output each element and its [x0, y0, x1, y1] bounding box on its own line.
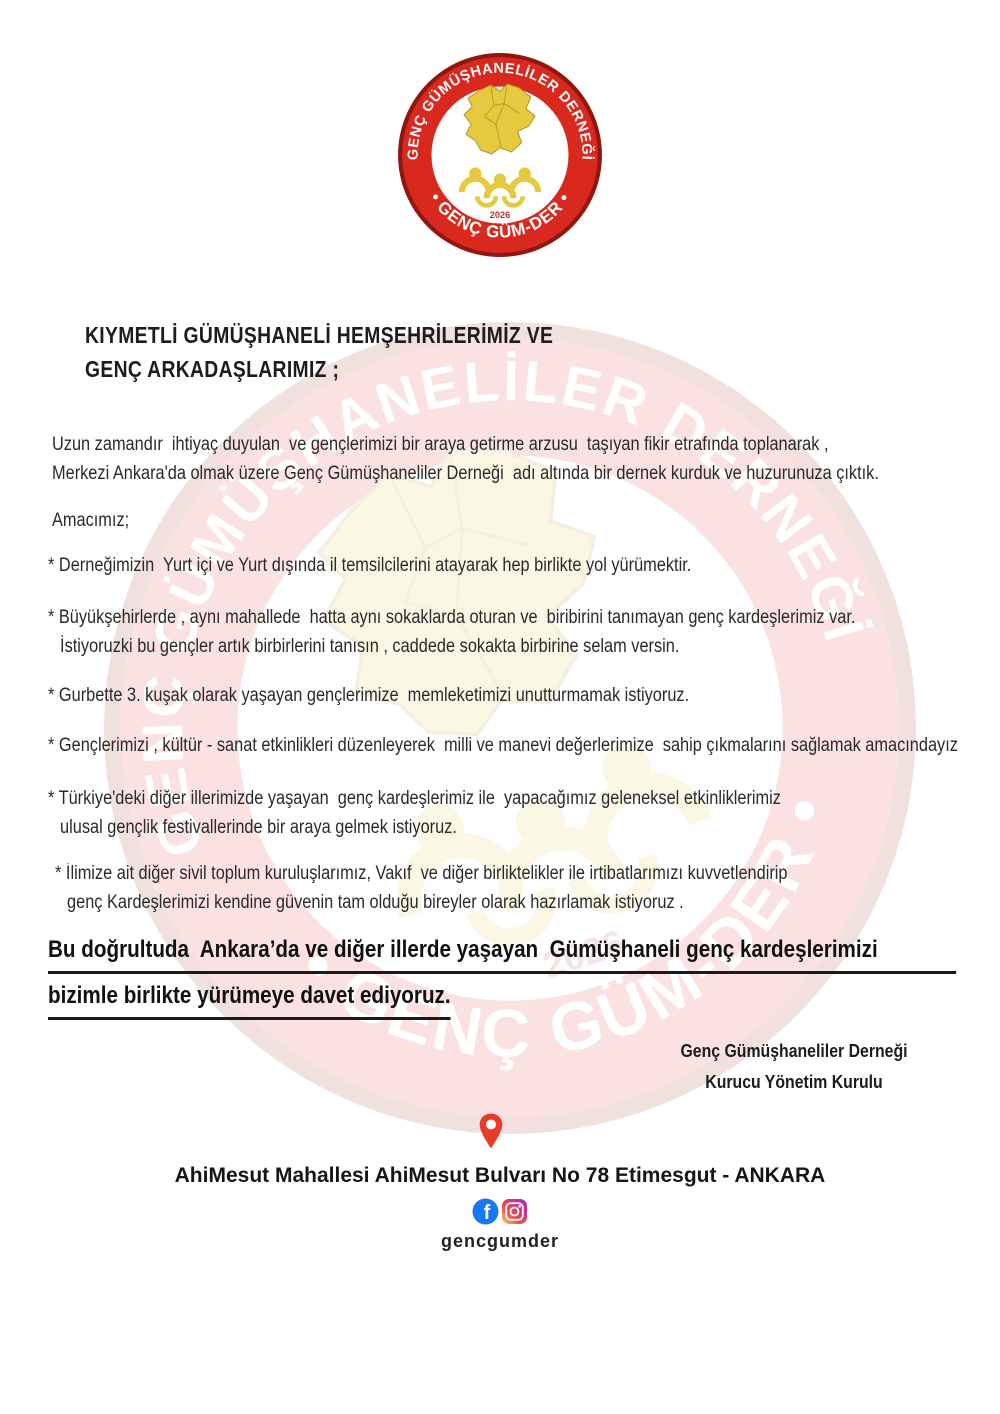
heading-line-1: KIYMETLİ GÜMÜŞHANELİ HEMŞEHRİLERİMİZ VE: [85, 322, 554, 348]
bullet-line: * Büyükşehirlerde , aynı mahallede hatta aynı sokaklarda oturan ve biribirini tanımayan genç kardeşlerimiz var.: [48, 607, 856, 628]
bullet-line: ulusal gençlik festivallerinde bir araya gelmek istiyoruz.: [60, 817, 457, 838]
bullet-item: [55, 859, 984, 917]
location-pin-icon: [478, 1112, 504, 1150]
signature-board: Kurucu Yönetim Kurulu: [705, 1072, 883, 1092]
svg-text:f: f: [483, 1202, 491, 1224]
instagram-icon: [501, 1198, 528, 1225]
social-handle: gencgumder: [440, 1231, 560, 1251]
bullet-item: [48, 681, 977, 710]
address-line: AhiMesut Mahallesi AhiMesut Bulvarı No 78 Etimesgut - ANKARA: [174, 1164, 826, 1187]
bullet-item: [48, 551, 977, 580]
closing-line-1: Bu doğrultuda Ankara’da ve diğer illerde yaşayan Gümüşhaneli genç kardeşlerimizi: [48, 931, 956, 974]
social-icons: [0, 1198, 1000, 1225]
bullet-line: * Derneğimizin Yurt içi ve Yurt dışında il temsilcilerini atayarak hep birlikte yol yürümektir.: [48, 555, 692, 576]
purpose-label: Amacımız;: [52, 510, 130, 531]
letter-heading: [85, 318, 553, 386]
intro-line-2: Merkezi Ankara'da olmak üzere Genç Gümüşhaneliler Derneği adı altında bir dernek kurduk ve huzurunuza çıktık.: [52, 463, 879, 484]
bullet-line: genç Kardeşlerimizi kendine güvenin tam olduğu bireyler olarak hazırlamak istiyoruz .: [67, 892, 684, 913]
intro-paragraph: [52, 430, 981, 488]
association-logo: [397, 52, 603, 258]
heading-line-2: GENÇ ARKADAŞLARIMIZ ;: [85, 356, 340, 382]
closing-line-2: bizimle birlikte yürümeye davet ediyoruz.: [48, 977, 451, 1020]
bullet-item: [48, 784, 977, 842]
facebook-icon: [472, 1198, 499, 1225]
bullet-line: * Türkiye'deki diğer illerimizde yaşayan genç kardeşlerimiz ile yapacağımız geleneksel etkinliklerimiz: [48, 788, 781, 809]
bullet-line: * İlimize ait diğer sivil toplum kuruluşlarımız, Vakıf ve diğer birliktelikler ile irtibatlarımızı kuvvetlendirip: [55, 863, 788, 884]
bullet-item: [48, 731, 977, 760]
closing-statement: [48, 931, 956, 1020]
bullet-line: * Gurbette 3. kuşak olarak yaşayan gençlerimize memleketimizi unutturmamak istiyoruz.: [48, 685, 690, 706]
signature-block: [630, 1036, 957, 1098]
bullet-line: İstiyoruzki bu gençler artık birbirlerini tanısın , caddede sokakta birbirine selam versin.: [60, 636, 680, 657]
association-logo-image: [397, 52, 603, 258]
bullet-line: * Gençlerimizi , kültür - sanat etkinlikleri düzenleyerek milli ve manevi değerlerimize sahip çıkmalarını sağlamak amacındayız: [48, 735, 958, 756]
bullet-item: [48, 603, 977, 661]
signature-org: Genç Gümüşhaneliler Derneği: [680, 1041, 908, 1061]
intro-line-1: Uzun zamandır ihtiyaç duyulan ve gençlerimizi bir araya getirme arzusu taşıyan fikir etrafında toplanarak ,: [52, 434, 829, 455]
